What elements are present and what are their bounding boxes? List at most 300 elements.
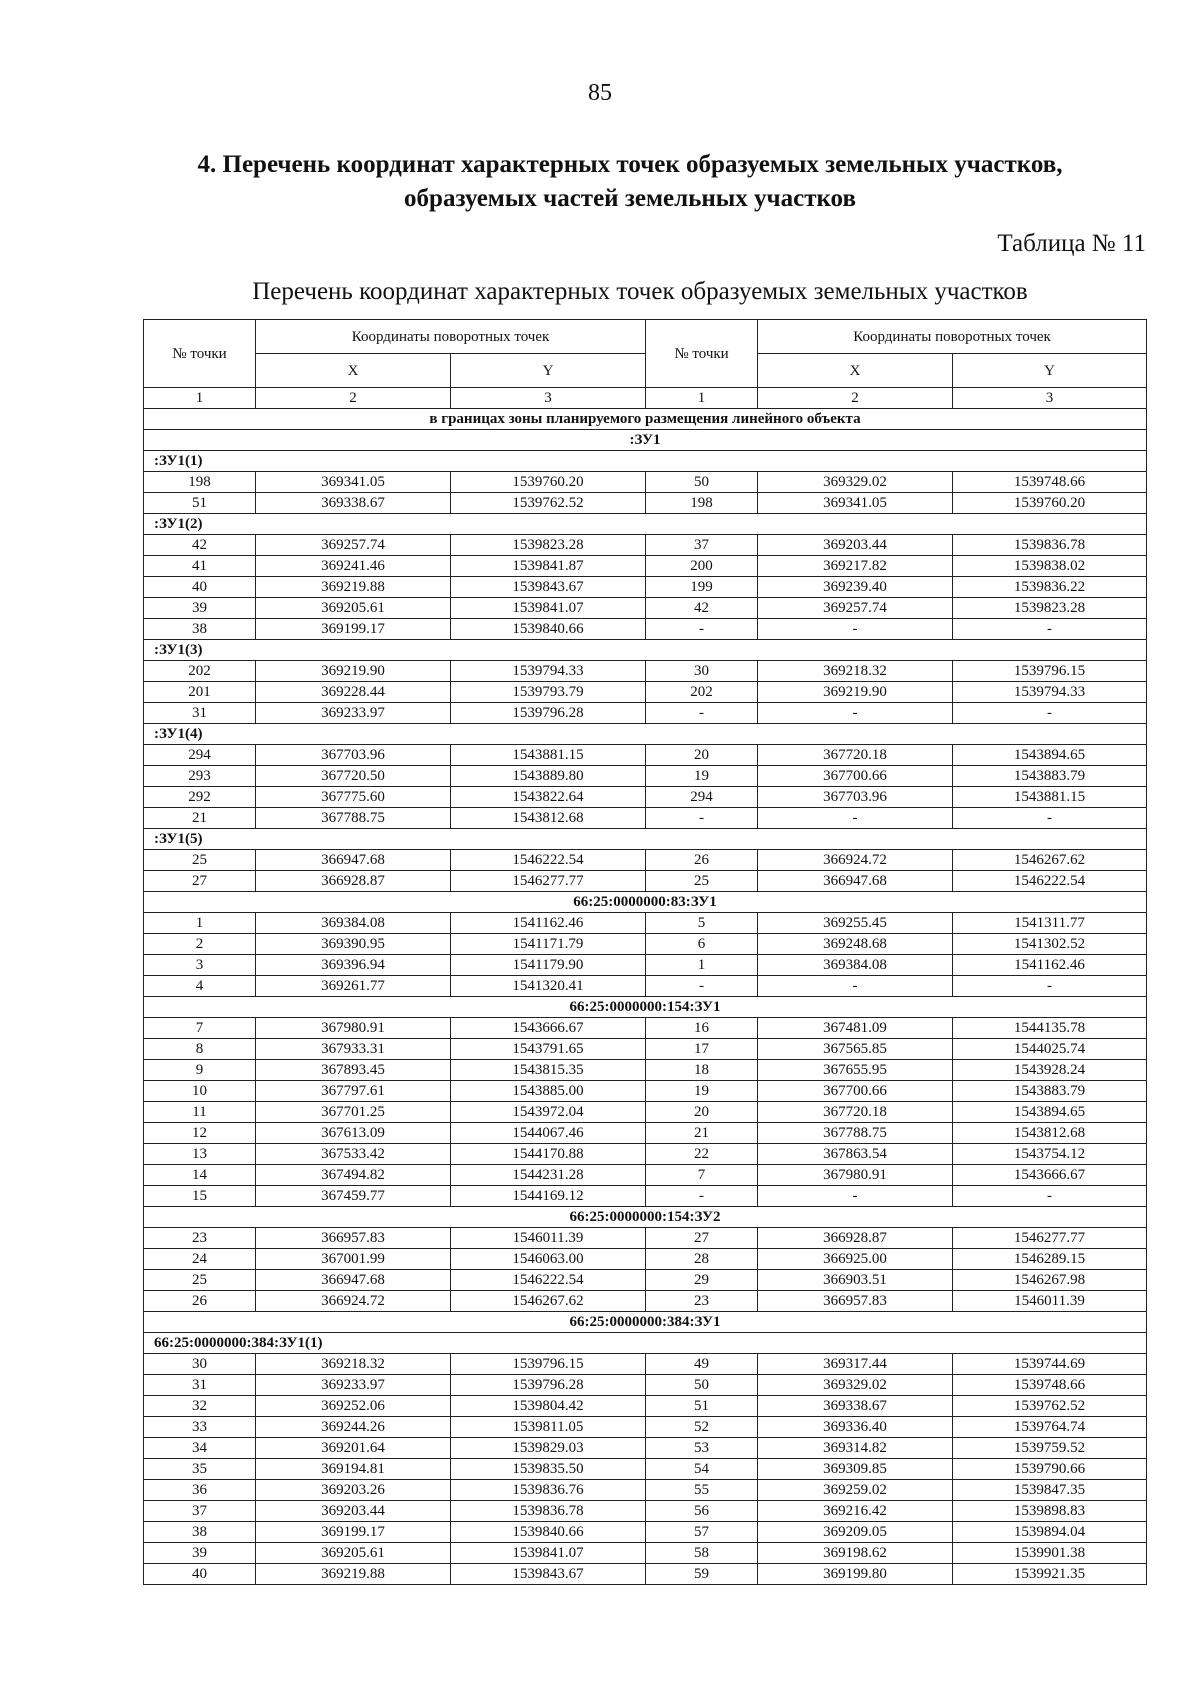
point-no-cell: 199: [646, 577, 758, 598]
point-no-cell: -: [646, 703, 758, 724]
y-cell: 1543812.68: [953, 1123, 1147, 1144]
x-cell: 369239.40: [758, 577, 953, 598]
y-cell: 1539841.07: [451, 598, 646, 619]
header-point-no-right: № точки: [646, 320, 758, 388]
table-row: [144, 619, 1147, 640]
point-no-cell: 294: [646, 787, 758, 808]
y-cell: 1539804.42: [451, 1396, 646, 1417]
x-cell: 369329.02: [758, 1375, 953, 1396]
y-cell: 1543812.68: [451, 808, 646, 829]
table-body: [144, 409, 1147, 1585]
x-cell: 367720.18: [758, 1102, 953, 1123]
x-cell: 369248.68: [758, 934, 953, 955]
y-cell: 1539840.66: [451, 1522, 646, 1543]
y-cell: 1539823.28: [451, 535, 646, 556]
x-cell: 367459.77: [256, 1186, 451, 1207]
x-cell: 369384.08: [758, 955, 953, 976]
y-cell: 1539894.04: [953, 1522, 1147, 1543]
x-cell: 367933.31: [256, 1039, 451, 1060]
y-cell: -: [953, 619, 1147, 640]
x-cell: 369209.05: [758, 1522, 953, 1543]
table-row: [144, 1186, 1147, 1207]
x-cell: 369255.45: [758, 913, 953, 934]
x-cell: 366957.83: [758, 1291, 953, 1312]
x-cell: 366947.68: [758, 871, 953, 892]
point-no-cell: 15: [144, 1186, 256, 1207]
column-number: 2: [758, 388, 953, 409]
column-number: 3: [953, 388, 1147, 409]
header-coords-left: Координаты поворотных точек: [256, 320, 646, 354]
x-cell: 369233.97: [256, 703, 451, 724]
table-row: [144, 556, 1147, 577]
y-cell: 1539762.52: [953, 1396, 1147, 1417]
table-row: [144, 955, 1147, 976]
table-row: [144, 1102, 1147, 1123]
y-cell: 1544169.12: [451, 1186, 646, 1207]
table-row: [144, 1228, 1147, 1249]
y-cell: 1543894.65: [953, 1102, 1147, 1123]
point-no-cell: 202: [646, 682, 758, 703]
table-row: [144, 682, 1147, 703]
x-cell: 366957.83: [256, 1228, 451, 1249]
point-no-cell: 38: [144, 1522, 256, 1543]
point-no-cell: 30: [646, 661, 758, 682]
point-no-cell: 57: [646, 1522, 758, 1543]
y-cell: 1543815.35: [451, 1060, 646, 1081]
y-cell: 1543754.12: [953, 1144, 1147, 1165]
point-no-cell: 12: [144, 1123, 256, 1144]
y-cell: 1543881.15: [451, 745, 646, 766]
point-no-cell: 28: [646, 1249, 758, 1270]
point-no-cell: 39: [144, 1543, 256, 1564]
table-row: [144, 850, 1147, 871]
table-row: [144, 1291, 1147, 1312]
y-cell: 1541320.41: [451, 976, 646, 997]
subsection-title: :ЗУ1(4): [144, 724, 1147, 745]
x-cell: 369390.95: [256, 934, 451, 955]
point-no-cell: 31: [144, 1375, 256, 1396]
x-cell: 366924.72: [758, 850, 953, 871]
point-no-cell: 51: [144, 493, 256, 514]
point-no-cell: 50: [646, 472, 758, 493]
point-no-cell: 4: [144, 976, 256, 997]
point-no-cell: 11: [144, 1102, 256, 1123]
table-row: [144, 535, 1147, 556]
subsection-row: [144, 514, 1147, 535]
x-cell: 369261.77: [256, 976, 451, 997]
table-row: [144, 1396, 1147, 1417]
x-cell: 369252.06: [256, 1396, 451, 1417]
y-cell: 1543822.64: [451, 787, 646, 808]
column-number: 2: [256, 388, 451, 409]
table-caption: Перечень координат характерных точек образуемых земельных участков: [252, 278, 1028, 305]
y-cell: 1543928.24: [953, 1060, 1147, 1081]
y-cell: 1546222.54: [953, 871, 1147, 892]
point-no-cell: 52: [646, 1417, 758, 1438]
table-row: [144, 1081, 1147, 1102]
x-cell: 366947.68: [256, 850, 451, 871]
y-cell: 1539836.76: [451, 1480, 646, 1501]
x-cell: 367720.18: [758, 745, 953, 766]
point-no-cell: 54: [646, 1459, 758, 1480]
subsection-row: [144, 451, 1147, 472]
table-row: [144, 1501, 1147, 1522]
x-cell: 369396.94: [256, 955, 451, 976]
table-row: [144, 976, 1147, 997]
y-cell: 1539811.05: [451, 1417, 646, 1438]
y-cell: 1539796.28: [451, 1375, 646, 1396]
column-number: 1: [144, 388, 256, 409]
table-row: [144, 1249, 1147, 1270]
y-cell: 1539760.20: [451, 472, 646, 493]
x-cell: 367565.85: [758, 1039, 953, 1060]
point-no-cell: 51: [646, 1396, 758, 1417]
y-cell: 1546011.39: [451, 1228, 646, 1249]
x-cell: 367863.54: [758, 1144, 953, 1165]
y-cell: 1546267.62: [953, 850, 1147, 871]
y-cell: 1539762.52: [451, 493, 646, 514]
point-no-cell: 38: [144, 619, 256, 640]
y-cell: 1539841.07: [451, 1543, 646, 1564]
x-cell: 367720.50: [256, 766, 451, 787]
header-x-left: X: [256, 354, 451, 388]
table-row: [144, 1543, 1147, 1564]
point-no-cell: 21: [646, 1123, 758, 1144]
y-cell: 1546011.39: [953, 1291, 1147, 1312]
table-row: [144, 472, 1147, 493]
point-no-cell: 42: [144, 535, 256, 556]
point-no-cell: 20: [646, 1102, 758, 1123]
x-cell: 366947.68: [256, 1270, 451, 1291]
y-cell: 1544231.28: [451, 1165, 646, 1186]
x-cell: 369257.74: [758, 598, 953, 619]
point-no-cell: 27: [646, 1228, 758, 1249]
point-no-cell: 200: [646, 556, 758, 577]
y-cell: 1541162.46: [953, 955, 1147, 976]
table-row: [144, 1459, 1147, 1480]
page-number: 85: [588, 80, 612, 106]
point-no-cell: 293: [144, 766, 256, 787]
section-title: :ЗУ1: [144, 430, 1147, 451]
y-cell: 1539796.28: [451, 703, 646, 724]
point-no-cell: -: [646, 976, 758, 997]
table-row: [144, 808, 1147, 829]
subsection-row: [144, 724, 1147, 745]
y-cell: 1539748.66: [953, 472, 1147, 493]
point-no-cell: 1: [144, 913, 256, 934]
x-cell: 369198.62: [758, 1543, 953, 1564]
table-row: [144, 598, 1147, 619]
x-cell: 366928.87: [256, 871, 451, 892]
x-cell: 369218.32: [758, 661, 953, 682]
y-cell: 1539760.20: [953, 493, 1147, 514]
table-row: [144, 577, 1147, 598]
x-cell: 369338.67: [256, 493, 451, 514]
y-cell: -: [953, 808, 1147, 829]
x-cell: 367980.91: [256, 1018, 451, 1039]
y-cell: 1539898.83: [953, 1501, 1147, 1522]
x-cell: 367001.99: [256, 1249, 451, 1270]
point-no-cell: 26: [646, 850, 758, 871]
x-cell: 367481.09: [758, 1018, 953, 1039]
section-row: [144, 1312, 1147, 1333]
point-no-cell: 35: [144, 1459, 256, 1480]
x-cell: 369384.08: [256, 913, 451, 934]
y-cell: 1543885.00: [451, 1081, 646, 1102]
y-cell: 1539835.50: [451, 1459, 646, 1480]
x-cell: 369199.80: [758, 1564, 953, 1585]
table-row: [144, 871, 1147, 892]
x-cell: 369336.40: [758, 1417, 953, 1438]
point-no-cell: 40: [144, 1564, 256, 1585]
y-cell: 1539921.35: [953, 1564, 1147, 1585]
subsection-title: :ЗУ1(2): [144, 514, 1147, 535]
table-row: [144, 913, 1147, 934]
point-no-cell: 19: [646, 766, 758, 787]
x-cell: 367703.96: [256, 745, 451, 766]
subsection-title: 66:25:0000000:384:ЗУ1(1): [144, 1333, 1147, 1354]
y-cell: 1544067.46: [451, 1123, 646, 1144]
point-no-cell: 198: [646, 493, 758, 514]
y-cell: 1546277.77: [953, 1228, 1147, 1249]
table-row: [144, 1417, 1147, 1438]
table-row: [144, 1144, 1147, 1165]
y-cell: 1543883.79: [953, 1081, 1147, 1102]
y-cell: 1543972.04: [451, 1102, 646, 1123]
point-no-cell: 7: [144, 1018, 256, 1039]
x-cell: 369233.97: [256, 1375, 451, 1396]
y-cell: 1546267.98: [953, 1270, 1147, 1291]
y-cell: 1539836.78: [953, 535, 1147, 556]
point-no-cell: 1: [646, 955, 758, 976]
point-no-cell: 33: [144, 1417, 256, 1438]
section-heading-line-2: образуемых частей земельных участков: [404, 185, 856, 212]
point-no-cell: 30: [144, 1354, 256, 1375]
x-cell: 369203.26: [256, 1480, 451, 1501]
y-cell: 1543791.65: [451, 1039, 646, 1060]
point-no-cell: 13: [144, 1144, 256, 1165]
point-no-cell: 14: [144, 1165, 256, 1186]
point-no-cell: 3: [144, 955, 256, 976]
x-cell: 369257.74: [256, 535, 451, 556]
table-row: [144, 1018, 1147, 1039]
point-no-cell: 49: [646, 1354, 758, 1375]
x-cell: 367655.95: [758, 1060, 953, 1081]
point-no-cell: 37: [144, 1501, 256, 1522]
y-cell: 1539843.67: [451, 577, 646, 598]
point-no-cell: 36: [144, 1480, 256, 1501]
header-x-right: X: [758, 354, 953, 388]
x-cell: 369199.17: [256, 619, 451, 640]
y-cell: 1546063.00: [451, 1249, 646, 1270]
y-cell: 1546277.77: [451, 871, 646, 892]
x-cell: 367613.09: [256, 1123, 451, 1144]
point-no-cell: 23: [144, 1228, 256, 1249]
section-row: [144, 892, 1147, 913]
x-cell: 367797.61: [256, 1081, 451, 1102]
point-no-cell: 19: [646, 1081, 758, 1102]
subsection-row: [144, 829, 1147, 850]
y-cell: 1546222.54: [451, 850, 646, 871]
x-cell: 367494.82: [256, 1165, 451, 1186]
x-cell: 367788.75: [758, 1123, 953, 1144]
y-cell: 1546289.15: [953, 1249, 1147, 1270]
x-cell: 367533.42: [256, 1144, 451, 1165]
section-row: [144, 1207, 1147, 1228]
point-no-cell: 59: [646, 1564, 758, 1585]
y-cell: 1539794.33: [953, 682, 1147, 703]
x-cell: 369259.02: [758, 1480, 953, 1501]
y-cell: 1546222.54: [451, 1270, 646, 1291]
y-cell: 1539759.52: [953, 1438, 1147, 1459]
y-cell: 1541179.90: [451, 955, 646, 976]
y-cell: 1539841.87: [451, 556, 646, 577]
subsection-title: :ЗУ1(1): [144, 451, 1147, 472]
x-cell: -: [758, 703, 953, 724]
y-cell: 1543883.79: [953, 766, 1147, 787]
table-row: [144, 1123, 1147, 1144]
subsection-row: [144, 640, 1147, 661]
point-no-cell: 39: [144, 598, 256, 619]
section-heading: [130, 148, 1130, 216]
point-no-cell: 8: [144, 1039, 256, 1060]
point-no-cell: 202: [144, 661, 256, 682]
subsection-title: :ЗУ1(5): [144, 829, 1147, 850]
y-cell: 1543881.15: [953, 787, 1147, 808]
point-no-cell: 18: [646, 1060, 758, 1081]
point-no-cell: 50: [646, 1375, 758, 1396]
point-no-cell: 37: [646, 535, 758, 556]
table-row: [144, 1564, 1147, 1585]
y-cell: 1541171.79: [451, 934, 646, 955]
point-no-cell: 201: [144, 682, 256, 703]
section-title: 66:25:0000000:154:ЗУ2: [144, 1207, 1147, 1228]
column-number: 3: [451, 388, 646, 409]
y-cell: 1539764.74: [953, 1417, 1147, 1438]
table-row: [144, 1165, 1147, 1186]
point-no-cell: 9: [144, 1060, 256, 1081]
table-row: [144, 1438, 1147, 1459]
y-cell: 1541311.77: [953, 913, 1147, 934]
table-row: [144, 766, 1147, 787]
point-no-cell: 20: [646, 745, 758, 766]
y-cell: 1544170.88: [451, 1144, 646, 1165]
x-cell: 369217.82: [758, 556, 953, 577]
point-no-cell: 58: [646, 1543, 758, 1564]
point-no-cell: 40: [144, 577, 256, 598]
x-cell: 367788.75: [256, 808, 451, 829]
y-cell: 1539744.69: [953, 1354, 1147, 1375]
x-cell: 367893.45: [256, 1060, 451, 1081]
point-no-cell: 25: [144, 850, 256, 871]
y-cell: 1539838.02: [953, 556, 1147, 577]
y-cell: 1541302.52: [953, 934, 1147, 955]
point-no-cell: 29: [646, 1270, 758, 1291]
y-cell: -: [953, 703, 1147, 724]
x-cell: 369219.88: [256, 577, 451, 598]
x-cell: -: [758, 976, 953, 997]
x-cell: 369317.44: [758, 1354, 953, 1375]
header-coords-right: Координаты поворотных точек: [758, 320, 1147, 354]
point-no-cell: 198: [144, 472, 256, 493]
table-header: [144, 320, 1147, 409]
point-no-cell: 32: [144, 1396, 256, 1417]
section-title: в границах зоны планируемого размещения линейного объекта: [144, 409, 1147, 430]
x-cell: 369219.90: [758, 682, 953, 703]
table-row: [144, 493, 1147, 514]
x-cell: 369329.02: [758, 472, 953, 493]
y-cell: 1543894.65: [953, 745, 1147, 766]
y-cell: 1546267.62: [451, 1291, 646, 1312]
section-title: 66:25:0000000:154:ЗУ1: [144, 997, 1147, 1018]
x-cell: 369216.42: [758, 1501, 953, 1522]
x-cell: 369199.17: [256, 1522, 451, 1543]
x-cell: 369228.44: [256, 682, 451, 703]
point-no-cell: 27: [144, 871, 256, 892]
x-cell: 367703.96: [758, 787, 953, 808]
header-y-left: Y: [451, 354, 646, 388]
x-cell: 367775.60: [256, 787, 451, 808]
y-cell: 1543666.67: [953, 1165, 1147, 1186]
x-cell: 367700.66: [758, 1081, 953, 1102]
point-no-cell: 7: [646, 1165, 758, 1186]
x-cell: 367700.66: [758, 766, 953, 787]
x-cell: 369244.26: [256, 1417, 451, 1438]
x-cell: 366928.87: [758, 1228, 953, 1249]
y-cell: 1539829.03: [451, 1438, 646, 1459]
table-row: [144, 1354, 1147, 1375]
section-title: 66:25:0000000:83:ЗУ1: [144, 892, 1147, 913]
x-cell: 367701.25: [256, 1102, 451, 1123]
point-no-cell: 25: [144, 1270, 256, 1291]
section-title: 66:25:0000000:384:ЗУ1: [144, 1312, 1147, 1333]
table-row: [144, 1039, 1147, 1060]
y-cell: 1539901.38: [953, 1543, 1147, 1564]
x-cell: 369314.82: [758, 1438, 953, 1459]
x-cell: 369203.44: [256, 1501, 451, 1522]
table-number: Таблица № 11: [997, 230, 1146, 257]
section-heading-line-1: 4. Перечень координат характерных точек образуемых земельных участков,: [197, 151, 1063, 178]
y-cell: 1539843.67: [451, 1564, 646, 1585]
x-cell: -: [758, 808, 953, 829]
x-cell: 369194.81: [256, 1459, 451, 1480]
subsection-row: [144, 1333, 1147, 1354]
x-cell: 369219.90: [256, 661, 451, 682]
column-number-row: [144, 388, 1147, 409]
point-no-cell: -: [646, 808, 758, 829]
point-no-cell: 24: [144, 1249, 256, 1270]
x-cell: 366924.72: [256, 1291, 451, 1312]
point-no-cell: 6: [646, 934, 758, 955]
column-number: 1: [646, 388, 758, 409]
x-cell: 369219.88: [256, 1564, 451, 1585]
point-no-cell: 16: [646, 1018, 758, 1039]
y-cell: 1539836.22: [953, 577, 1147, 598]
x-cell: 369338.67: [758, 1396, 953, 1417]
point-no-cell: 26: [144, 1291, 256, 1312]
x-cell: 369241.46: [256, 556, 451, 577]
point-no-cell: 294: [144, 745, 256, 766]
y-cell: -: [953, 1186, 1147, 1207]
subsection-title: :ЗУ1(3): [144, 640, 1147, 661]
y-cell: 1539794.33: [451, 661, 646, 682]
table-row: [144, 787, 1147, 808]
point-no-cell: -: [646, 1186, 758, 1207]
point-no-cell: 23: [646, 1291, 758, 1312]
table-row: [144, 661, 1147, 682]
x-cell: 369205.61: [256, 598, 451, 619]
x-cell: 369218.32: [256, 1354, 451, 1375]
